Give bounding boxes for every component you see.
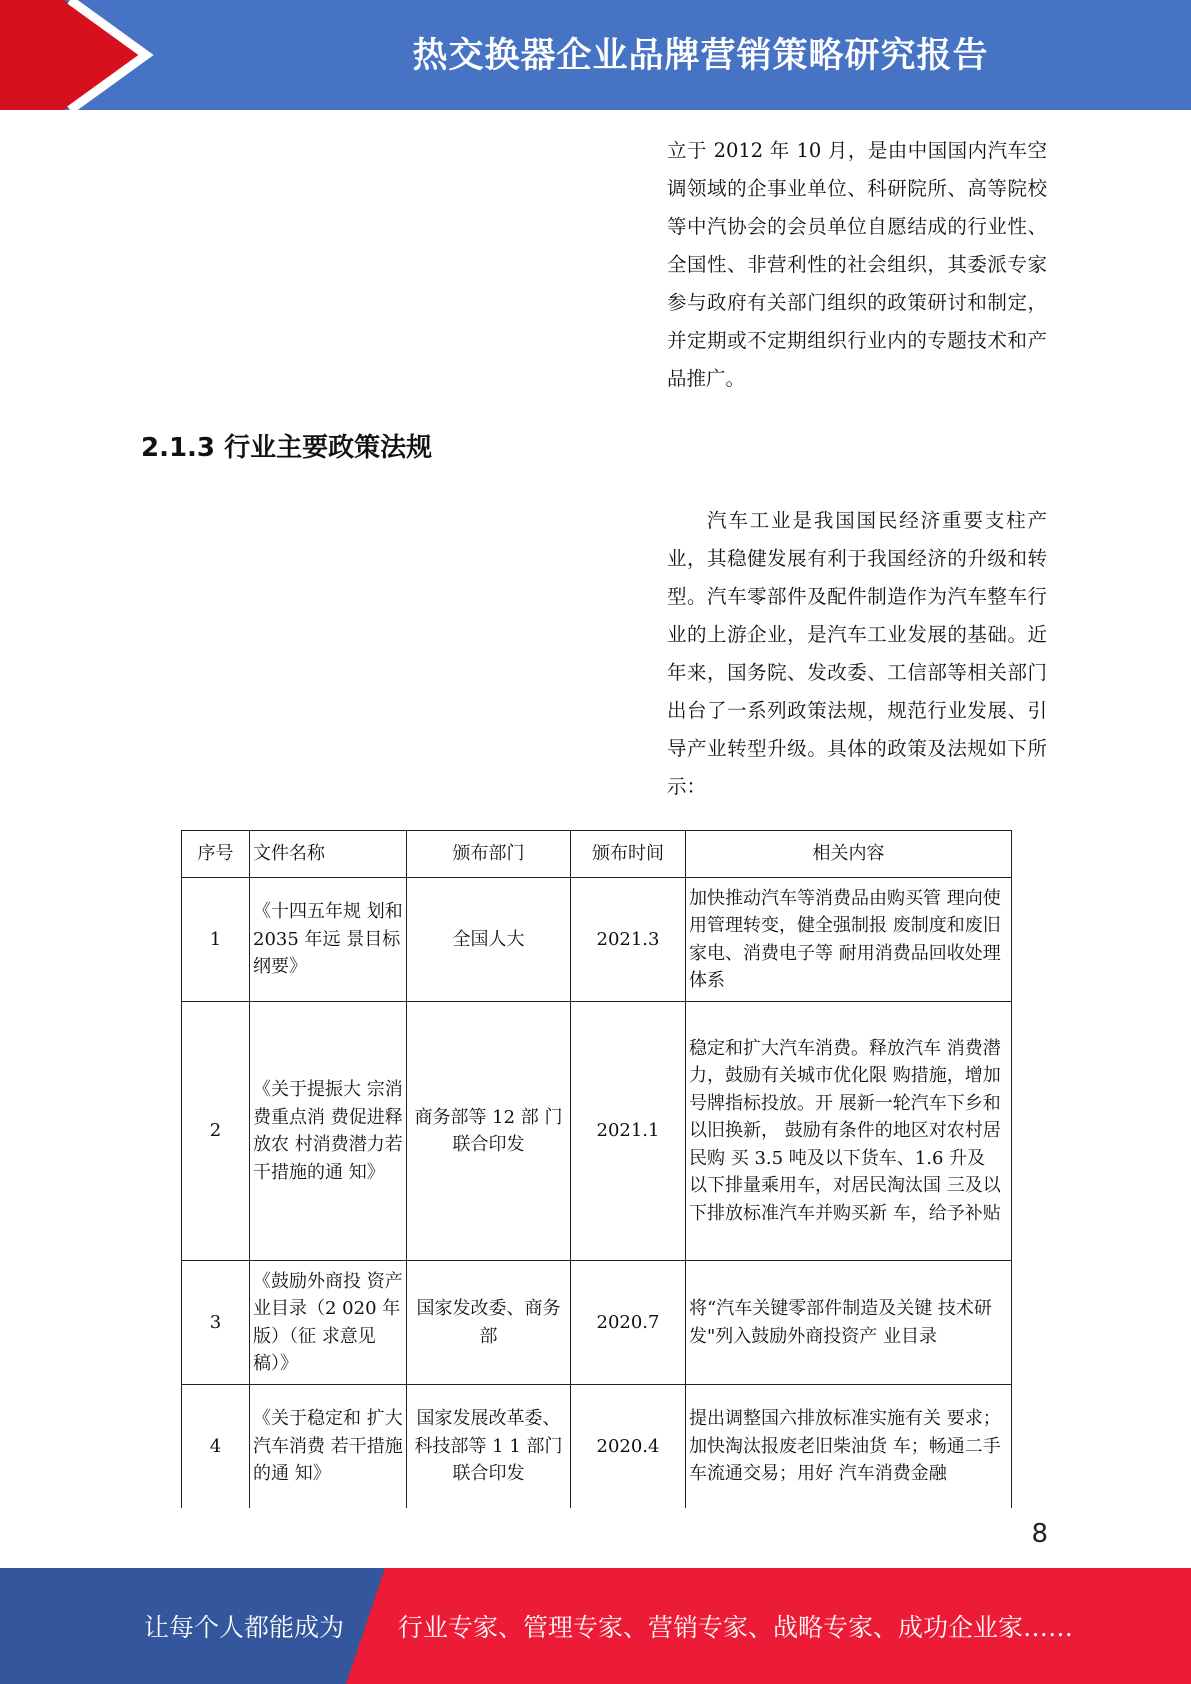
report-title: 热交换器企业品牌营销策略研究报告 <box>412 36 989 76</box>
section-heading: 2.1.3 行业主要政策法规 <box>141 433 433 463</box>
cell-no: 2 <box>182 1002 250 1261</box>
cell-dept: 商务部等 12 部 门联合印发 <box>407 1002 571 1261</box>
cell-content: 稳定和扩大汽车消费。释放汽车 消费潜力，鼓励有关城市优化限 购措施，增加号牌指标投放。开 展新一轮汽车下乡和以旧换新， 鼓励有条件的地区对农村居民购 买 3.5 吨及以下货车、1.6 升及 以下排量乘用车，对居民淘汰国 三及以下排放标准汽车并购买新 车，给予补贴 <box>686 1002 1012 1261</box>
header-cell-content: 相关内容 <box>686 831 1012 878</box>
cell-dept: 国家发展改革委、科技部等 1 1 部门联合印发 <box>407 1385 571 1509</box>
page-header <box>0 0 1191 110</box>
cell-no: 3 <box>182 1261 250 1385</box>
cell-no: 4 <box>182 1385 250 1509</box>
header-cell-name: 文件名称 <box>250 831 407 878</box>
section-paragraph: 汽车工业是我国国民经济重要支柱产业，其稳健发展有利于我国经济的升级和转型。汽车零部件及配件制造作为汽车整车行业的上游企业，是汽车工业发展的基础。近年来，国务院、发改委、工信部等相关部门出台了一系列政策法规，规范行业发展、引导产业转型升级。具体的政策及法规如下所示： <box>667 509 1047 798</box>
footer-slogan-left: 让每个人都能成为 <box>144 1613 345 1642</box>
cell-date: 2020.4 <box>571 1385 686 1509</box>
intro-paragraph: 立于 2012 年 10 月，是由中国国内汽车空调领域的企事业单位、科研院所、高等院校等中汽协会的会员单位自愿结成的行业性、全国性、非营利性的社会组织，其委派专家参与政府有关部门组织的政策研讨和制定，并定期或不定期组织行业内的专题技术和产品推广。 <box>667 139 1047 390</box>
table-row <box>182 1385 1012 1509</box>
cell-content: 加快推动汽车等消费品由购买管 理向使用管理转变，健全强制报 废制度和废旧家电、消费电子等 耐用消费品回收处理体系 <box>686 878 1012 1002</box>
cell-date: 2021.1 <box>571 1002 686 1261</box>
cell-content: 将“汽车关键零部件制造及关键 技术研发"列入鼓励外商投资产 业目录 <box>686 1261 1012 1385</box>
cell-name: 《鼓励外商投 资产业目录（2 020 年版）（征 求意见稿）》 <box>250 1261 407 1385</box>
cell-no: 1 <box>182 878 250 1002</box>
header-cell-dept: 颁布部门 <box>407 831 571 878</box>
header-cell-no: 序号 <box>182 831 250 878</box>
cell-name: 《关于提振大 宗消费重点消 费促进释放农 村消费潜力若 干措施的通 知》 <box>250 1002 407 1261</box>
cell-dept: 国家发改委、商务部 <box>407 1261 571 1385</box>
cell-date: 2021.3 <box>571 878 686 1002</box>
page-number: 8 <box>1031 1519 1048 1549</box>
cell-name: 《关于稳定和 扩大汽车消费 若干措施的通 知》 <box>250 1385 407 1509</box>
cell-content: 提出调整国六排放标准实施有关 要求；加快淘汰报废老旧柴油货 车；畅通二手车流通交易；用好 汽车消费金融 <box>686 1385 1012 1509</box>
footer-slogan-right: 行业专家、管理专家、营销专家、战略专家、成功企业家…… <box>398 1613 1074 1642</box>
header-cell-date: 颁布时间 <box>571 831 686 878</box>
red-arrow-decoration <box>0 0 160 110</box>
table-header-row <box>182 831 1012 878</box>
cell-date: 2020.7 <box>571 1261 686 1385</box>
cell-name: 《十四五年规 划和 2035 年远 景目标纲要》 <box>250 878 407 1002</box>
page-footer <box>0 1568 1191 1684</box>
table-row <box>182 878 1012 1002</box>
table-row <box>182 1261 1012 1385</box>
table-row <box>182 1002 1012 1261</box>
cell-dept: 全国人大 <box>407 878 571 1002</box>
policy-table <box>181 830 1012 1508</box>
